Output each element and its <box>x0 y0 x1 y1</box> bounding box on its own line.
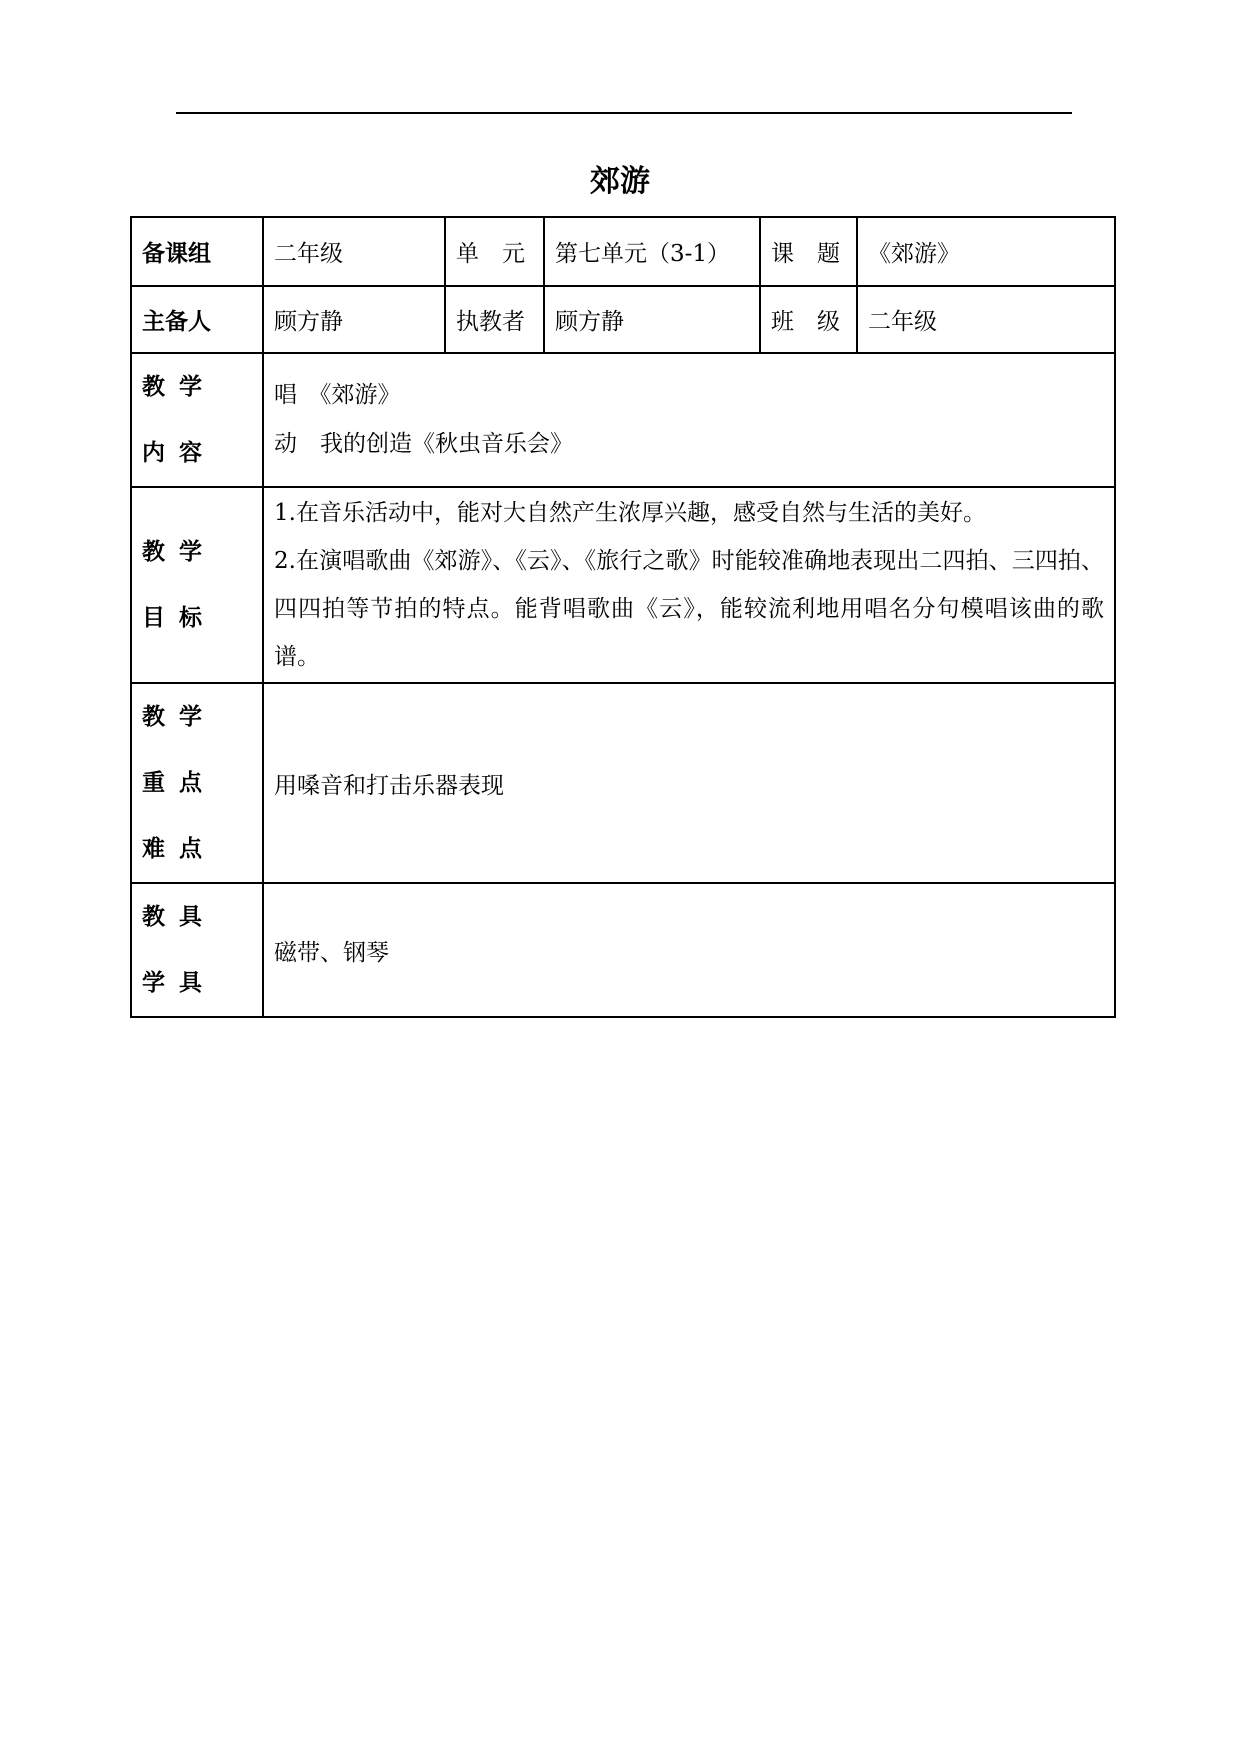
content-label <box>131 353 263 487</box>
teacher-label: 执教者 <box>445 286 544 353</box>
page-title: 郊游 <box>590 164 650 199</box>
lesson-plan-table <box>130 216 1116 1018</box>
goals-label-line: 教学 <box>142 539 216 565</box>
class-label: 班 级 <box>760 286 857 353</box>
class-value: 二年级 <box>857 286 1115 353</box>
lead-label: 主备人 <box>131 286 263 353</box>
content-line: 动 我的创造《秋虫音乐会》 <box>274 431 573 457</box>
group-label: 备课组 <box>131 217 263 286</box>
unit-label: 单 元 <box>445 217 544 286</box>
tools-label-line: 学具 <box>142 970 216 996</box>
table-row-goals <box>131 487 1115 683</box>
tools-cell: 磁带、钢琴 <box>263 883 1115 1017</box>
focus-label-line: 重点 <box>142 770 216 796</box>
group-value: 二年级 <box>263 217 445 286</box>
tools-label-line: 教具 <box>142 904 216 930</box>
tools-label <box>131 883 263 1017</box>
topic-label: 课 题 <box>760 217 857 286</box>
focus-label-line: 教学 <box>142 704 216 730</box>
goal-item: 2.在演唱歌曲《郊游》、《云》、《旅行之歌》时能较准确地表现出二四拍、三四拍、四四拍等节拍的特点。能背唱歌曲《云》，能较流利地用唱名分句模唱该曲的歌谱。 <box>274 548 1104 670</box>
table-row-focus <box>131 683 1115 883</box>
table-row-content <box>131 353 1115 487</box>
goal-item: 1.在音乐活动中，能对大自然产生浓厚兴趣，感受自然与生活的美好。 <box>274 500 986 526</box>
content-label-line: 教学 <box>142 374 216 400</box>
teacher-value: 顾方静 <box>544 286 760 353</box>
content-label-line: 内容 <box>142 440 216 466</box>
table-row-lead <box>131 286 1115 353</box>
unit-value: 第七单元（3-1） <box>544 217 760 286</box>
table-row-group <box>131 217 1115 286</box>
focus-label-line: 难点 <box>142 836 216 862</box>
focus-label <box>131 683 263 883</box>
content-cell <box>263 353 1115 487</box>
goals-label-line: 目标 <box>142 605 216 631</box>
focus-cell: 用嗓音和打击乐器表现 <box>263 683 1115 883</box>
table-row-tools <box>131 883 1115 1017</box>
topic-value: 《郊游》 <box>857 217 1115 286</box>
header-rule <box>176 112 1072 114</box>
content-line: 唱 《郊游》 <box>274 382 401 408</box>
lead-value: 顾方静 <box>263 286 445 353</box>
goals-label <box>131 487 263 683</box>
goals-cell <box>263 487 1115 683</box>
